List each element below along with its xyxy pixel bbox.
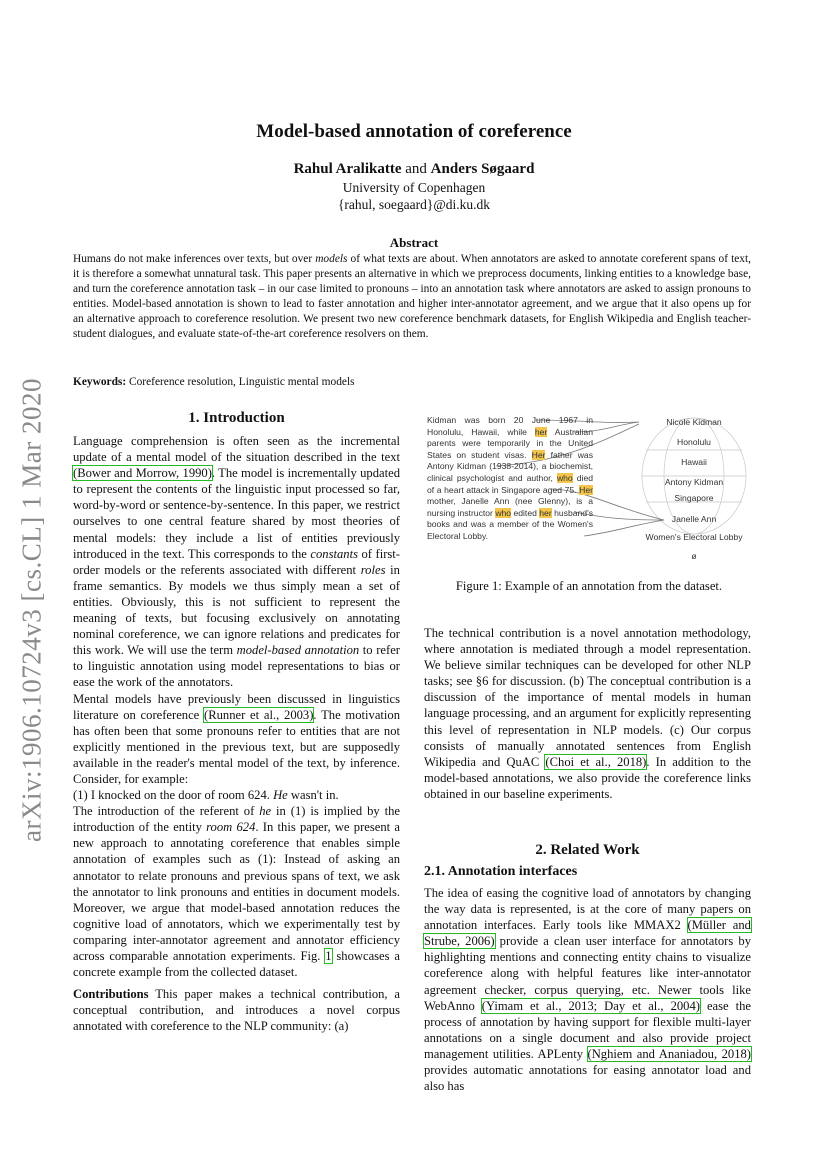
entity-label[interactable]: Antony Kidman: [664, 477, 724, 487]
pronoun-highlight[interactable]: Her: [579, 484, 593, 495]
entity-label[interactable]: Hawaii: [681, 457, 707, 467]
abstract-heading: Abstract: [389, 235, 439, 250]
entity-label[interactable]: Singapore: [674, 493, 714, 503]
entity-label[interactable]: Nicole Kidman: [666, 417, 722, 427]
null-entity[interactable]: ø: [691, 551, 697, 561]
citation-link[interactable]: (Yimam et al., 2013; Day et al., 2004): [481, 998, 700, 1013]
pronoun-highlight[interactable]: Her: [531, 449, 546, 460]
citation-link[interactable]: (Choi et al., 2018): [545, 754, 647, 769]
authors: [0, 161, 828, 178]
arxiv-sidebar: [12, 360, 52, 860]
section-2-heading: 2. Related Work: [535, 842, 640, 858]
pronoun-highlight[interactable]: who: [495, 507, 512, 518]
pronoun-highlight[interactable]: who: [556, 472, 573, 483]
paper-title: Model-based annotation of coreference: [256, 121, 572, 142]
figure-1: [424, 410, 754, 570]
figure-link[interactable]: 1: [325, 949, 332, 963]
contributions-paragraph: Contributions This paper makes a technical contribution, a conceptual contribution, and introduces a novel corpus annotated with coreference to the NLP community: (a): [73, 987, 400, 1034]
author-separator: and: [401, 161, 431, 177]
intro-paragraph-1: Language comprehension is often seen as the incremental update of a mental model of the situation described in the text (Bower and Morrow, 1990). The model is incrementally updated to represent the contents of the linguistic input processed so far, word-by-word or sentence-by-sentence. In this paper, we restrict ourselves to one central feature shared by most theories of mental models: they include a list of entities previously introduced in the text. This corresponds to the constants of first-order models or the referents associated with different roles in frame semantics. By models we thus simply mean a set of entities. Obviously, this is not sufficient to represent the meaning of texts, but focusing exclusively on annotating nominal coreference, we can ignore relations and predicates for this work. We will use the term model-based annotation to refer to linguistic annotation using model representations to bias or ease the work of the annotators.: [73, 434, 400, 690]
citation-link[interactable]: (Nghiem and Ananiadou, 2018): [587, 1046, 751, 1061]
email: {rahul, soegaard}@di.ku.dk: [337, 197, 491, 212]
entity-label[interactable]: Women's Electoral Lobby: [645, 532, 743, 542]
right-paragraph-1: The technical contribution is a novel annotation methodology, where annotation is mediated through a model representation. We believe similar techniques can be developed for other NLP tasks; see §6 for discussion. (b) The conceptual contribution is a discussion of the importance of mental models in human language processing, and an argument for explicitly representing this level of representation in NLP models. (c) Our corpus consists of manually annotated sentences from English Wikipedia and QuAC (Choi et al., 2018). In addition to the model-based annotations, we also provide the coreference links obtained in our baseline experiments.: [424, 626, 751, 801]
left-column: [73, 433, 400, 1034]
pronoun-highlight[interactable]: her: [534, 426, 548, 437]
abstract-text: Humans do not make inferences over texts, but over models of what texts are about. When annotators are asked to annotate coreferent spans of text, it is therefore a somewhat unnatural task. This paper presents an alternative in which we preprocess documents, linking entities to a knowledge base, and turn the coreference annotation task – in our case limited to pronouns – into an annotation task where annotators are asked to assign pronouns to entities. Model-based annotation is shown to lead to faster annotation and higher inter-annotator agreement, and we argue that it also opens up for an alternative approach to coreference resolution. We present two new coreference benchmark datasets, for English Wikipedia and English teacher-student dialogues, and evaluate state-of-the-art coreference resolvers on them.: [73, 253, 751, 341]
keywords: Keywords: Coreference resolution, Linguistic mental models: [73, 376, 355, 388]
citation-link[interactable]: (Bower and Morrow, 1990): [73, 466, 212, 481]
example-1: (1) I knocked on the door of room 624. He wasn't in.: [73, 788, 339, 803]
author-1: Rahul Aralikatte: [293, 161, 402, 177]
author-2: Anders Søgaard: [430, 161, 535, 177]
arxiv-identifier: arXiv:1906.10724v3 [cs.CL] 1 Mar 2020: [16, 378, 47, 842]
section-1-heading: 1. Introduction: [188, 410, 285, 426]
related-work-paragraph: The idea of easing the cognitive load of annotators by changing the way data is represented, is at the core of many papers on annotation interfaces. Early tools like MMAX2 (Müller and Strube, 2006) provide a clean user interface for annotators by highlighting mentions and connecting entity chains to visualize coreference along with helpful features like inter-annotator agreement checker, corpus querying, etc. Newer tools like WebAnno (Yimam et al., 2013; Day et al., 2004) ease the process of annotation by having support for flexible multi-layer annotations on a single document and also provide project management utilities. APLenty (Nghiem and Ananiadou, 2018) provides automatic annotations for easing annotator load and also has: [424, 886, 752, 1094]
intro-paragraph-3: The introduction of the referent of he in (1) is implied by the introduction of the entity room 624. In this paper, we present a new approach to annotating coreference that enables simple annotation of examples such as (1): Instead of asking an annotator to relate pronouns and previous spans of text, we ask the annotator to link pronouns and entities in document models. Moreover, we argue that model-based annotation reduces the cognitive load of annotators, which we experimentally test by comparing inter-annotator agreement and annotator efficiency across comparable annotation experiments. Fig. 1 showcases a concrete example from the collected dataset.: [73, 804, 400, 980]
entity-label[interactable]: Honolulu: [677, 437, 711, 447]
right-column: [424, 625, 751, 802]
citation-link[interactable]: (Runner et al., 2003): [204, 707, 314, 722]
figure-passage: Kidman was born 20 June 1967 in Honolulu, Hawaii, while her Australian parents were temporarily in the United States on student visas. Her father was Antony Kidman (1938-2014), a biochemist, clinical psychologist and author, who died of a heart attack in Singapore aged 75. Her mother, Janelle Ann (nee Glenny), is a nursing instructor who edited her husband's books and was a member of the Women's Electoral Lobby.: [427, 415, 594, 541]
entity-label[interactable]: Janelle Ann: [671, 514, 717, 524]
pronoun-highlight[interactable]: her: [539, 507, 552, 518]
intro-paragraph-2: Mental models have previously been discussed in linguistics literature on coreference (Runner et al., 2003). The motivation has often been that some pronouns refer to entities that are not explicitly mentioned in the previous text, but are supposedly available in the reader's mental model of the text, by inference. Consider, for example:: [73, 691, 400, 786]
affiliation: University of Copenhagen: [342, 180, 486, 195]
figure-caption: Figure 1: Example of an annotation from the dataset.: [455, 579, 723, 593]
subsection-2-1-heading: 2.1. Annotation interfaces: [424, 864, 578, 879]
citation-link[interactable]: (Müller and Strube, 2006): [424, 918, 751, 949]
